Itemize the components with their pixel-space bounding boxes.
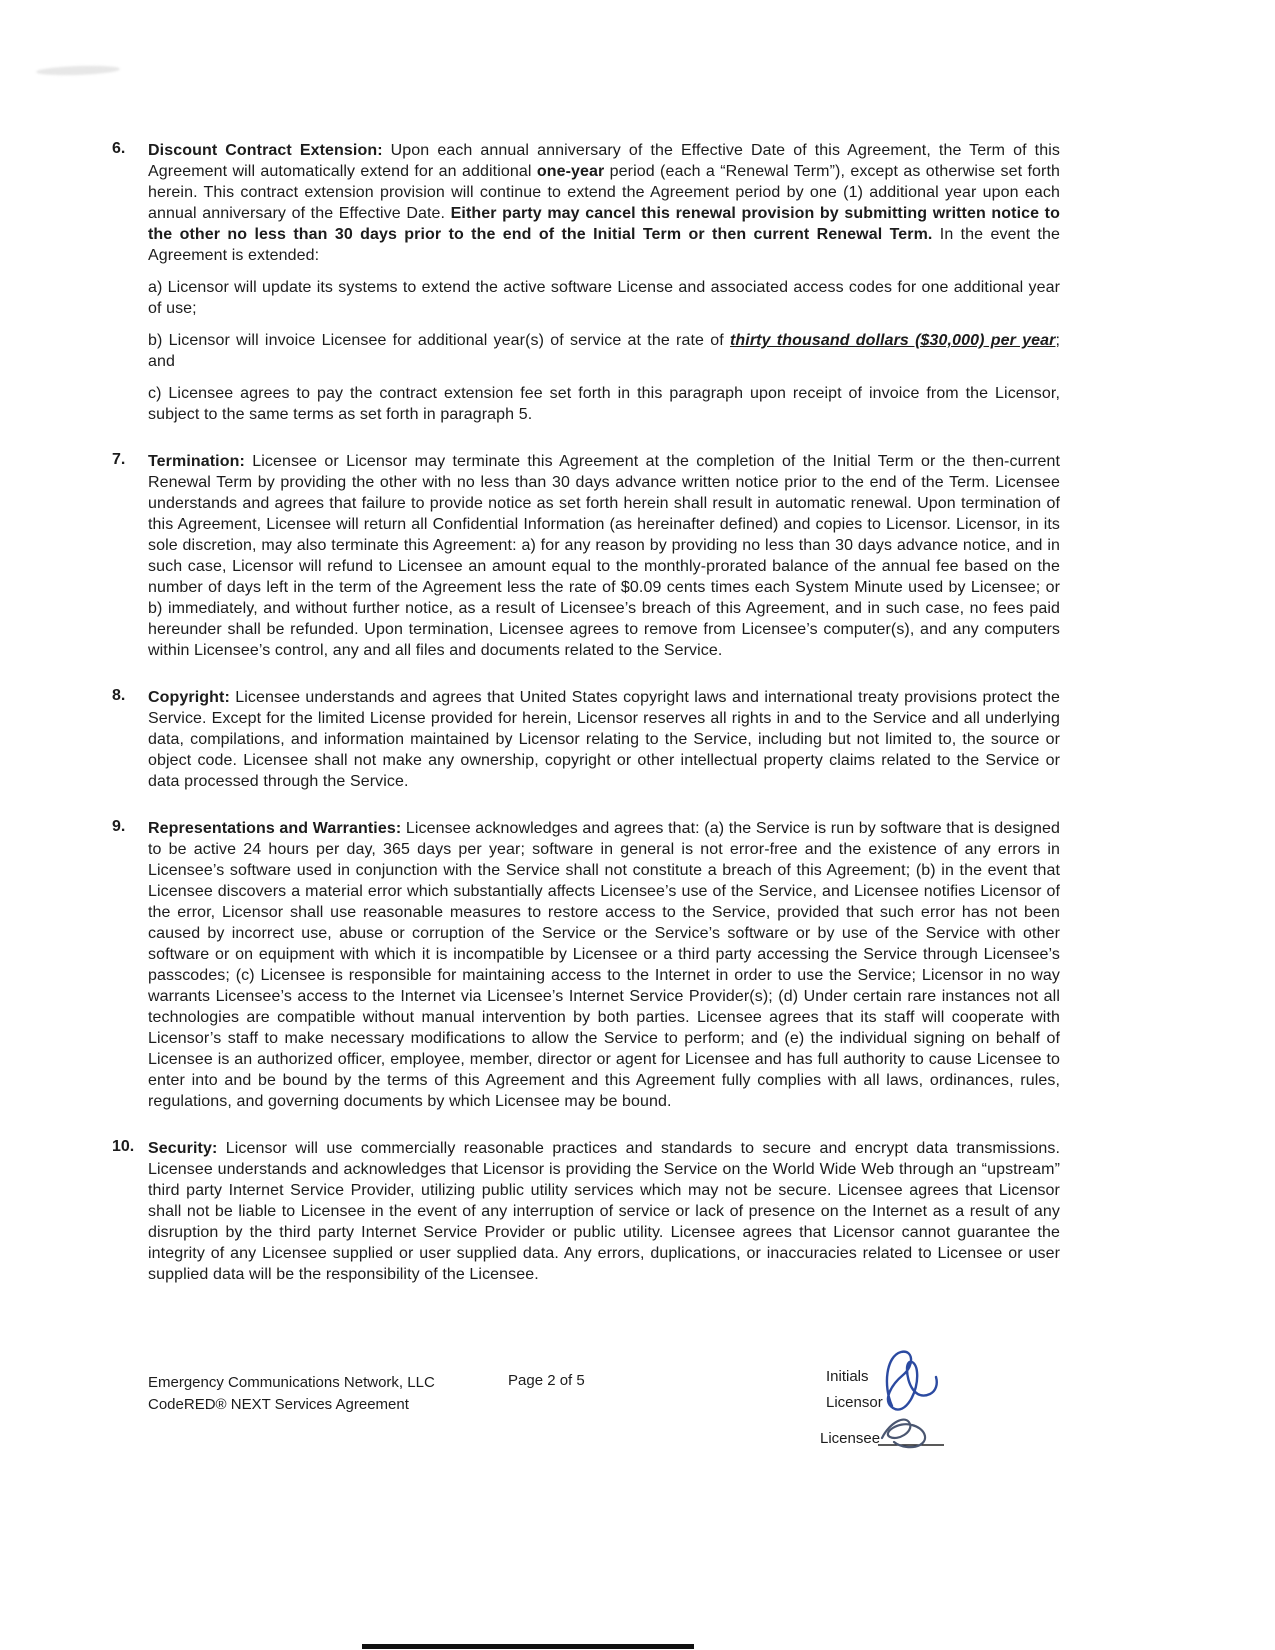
section-6-item-a: a) Licensor will update its systems to extend the active software License and associated access codes for one additional year of use; — [148, 279, 1060, 317]
section-10-security — [112, 1138, 1060, 1285]
agreement-body — [112, 140, 1060, 1311]
section-6-item-b: b) Licensor will invoice Licensee for additional year(s) of service at the rate of thirty thousand dollars ($30,000) per year; and — [148, 332, 1060, 370]
section-number: 9. — [112, 818, 126, 835]
section-number: 10. — [112, 1138, 135, 1155]
licensee-label: Licensee — [820, 1430, 881, 1447]
section-7-termination — [112, 451, 1060, 661]
section-9-representations-and-warranties — [112, 818, 1060, 1112]
footer-page-number: Page 2 of 5 — [508, 1372, 585, 1389]
section-6-intro: Discount Contract Extension: Upon each annual anniversary of the Effective Date of this Agreement, the Term of this Agreement will automatically extend for an additional one-year period (each a “Renewal Term”), except as otherwise set forth herein. This contract extension provision will continue to extend the Agreement period by one (1) additional year upon each annual anniversary of the Effective Date. Either party may cancel this renewal provision by submitting written notice to the other no less than 30 days prior to the end of the Initial Term or then current Renewal Term. In the event the Agreement is extended: — [148, 142, 1060, 264]
section-9-body: Representations and Warranties: Licensee acknowledges and agrees that: (a) the Service is run by software that is designed to be active 24 hours per day, 365 days per year; software in general is not error-free and the existence of any errors in Licensee’s software used in conjunction with the Service shall not constitute a breach of this Agreement; (b) in the event that Licensee discovers a material error which substantially affects Licensee’s use of the Service, and Licensee notifies Licensor of the error, Licensor shall use reasonable measures to restore access to the Service, provided that such error has not been caused by incorrect use, abuse or corruption of the Service or the Service’s software or by use of the Service with other software or on equipment with which it is incompatible by Licensee or a third party accessing the Service through Licensee’s passcodes; (c) Licensee is responsible for maintaining access to the Internet in order to use the Service; Licensor in no way warrants Licensee’s access to the Internet via Licensee’s Internet Service Provider(s); (d) Under certain rare instances not all technologies are compatible without manual intervention by both parties. Licensee agrees that its staff will cooperate with Licensor’s staff to make necessary modifications to allow the Service to perform; and (e) the individual signing on behalf of Licensee is an authorized officer, employee, member, director or agent for Licensee and has full authority to cause Licensee to enter into and be bound by the terms of this Agreement and this Agreement fully complies with all laws, ordinances, rules, regulations, and governing documents by which Licensee may be bound. — [148, 820, 1060, 1110]
section-7-body: Termination: Licensee or Licensor may terminate this Agreement at the completion of the Initial Term or the then-current Renewal Term by providing the other with no less than 30 days advance written notice prior to the end of the Term. Licensee understands and agrees that failure to provide notice as set forth herein shall result in automatic renewal. Upon termination of this Agreement, Licensee will return all Confidential Information (as hereinafter defined) and copies to Licensor. Licensor, in its sole discretion, may also terminate this Agreement: a) for any reason by providing no less than 30 days advance notice, and in such case, Licensor will refund to Licensee an amount equal to the monthly-prorated balance of the annual fee based on the number of days left in the term of the Agreement less the rate of $0.09 cents times each System Minute used by Licensee; or b) immediately, and without further notice, as a result of Licensee’s breach of this Agreement, and in such case, no fees paid hereunder shall be refunded. Upon termination, Licensee agrees to remove from Licensee’s computer(s), and any computers within Licensee’s control, any and all files and documents related to the Service. — [148, 453, 1060, 659]
section-10-body: Security: Licensor will use commercially reasonable practices and standards to secure and encrypt data transmissions. Licensee understands and acknowledges that Licensor is providing the Service on the World Wide Web through an “upstream” third party Internet Service Provider, utilizing public utility services which may not be secure. Licensee agrees that Licensor shall not be liable to Licensee in the event of any interruption of service or lack of presence on the Internet as a result of any disruption by the third party Internet Service Provider or public utility. Licensee agrees that Licensor cannot guarantee the integrity of any Licensee supplied or user supplied data. Any errors, duplications, or inaccuracies related to Licensee or user supplied data will be the responsibility of the Licensee. — [148, 1140, 1060, 1283]
section-8-body: Copyright: Licensee understands and agrees that United States copyright laws and international treaty provisions protect the Service. Except for the limited License provided for herein, Licensor reserves all rights in and to the Service and all underlying data, compilations, and information maintained by Licensor relating to the Service, including but not limited to, the source or object code. Licensee shall not make any ownership, copyright or other intellectual property claims related to the Service or data processed through the Service. — [148, 689, 1060, 790]
licensor-initials-signature — [887, 1352, 937, 1410]
section-8-copyright — [112, 687, 1060, 792]
section-6-discount-contract-extension — [112, 140, 1060, 425]
section-number: 8. — [112, 687, 126, 704]
initials-label: Initials — [826, 1368, 869, 1385]
footer-organization — [148, 1372, 435, 1416]
footer-agreement-name: CodeRED® NEXT Services Agreement — [148, 1396, 409, 1413]
section-number: 7. — [112, 451, 126, 468]
page-footer — [0, 1368, 1275, 1492]
scan-artifact-bottom — [362, 1644, 694, 1649]
footer-company-name: Emergency Communications Network, LLC — [148, 1374, 435, 1391]
licensor-label: Licensor — [826, 1394, 883, 1411]
licensee-initials-signature — [882, 1420, 925, 1448]
section-number: 6. — [112, 140, 126, 157]
scan-artifact-top — [36, 65, 120, 77]
section-6-item-c: c) Licensee agrees to pay the contract extension fee set forth in this paragraph upon receipt of invoice from the Licensor, subject to the same terms as set forth in paragraph 5. — [148, 385, 1060, 423]
initials-signatures — [852, 1344, 982, 1464]
